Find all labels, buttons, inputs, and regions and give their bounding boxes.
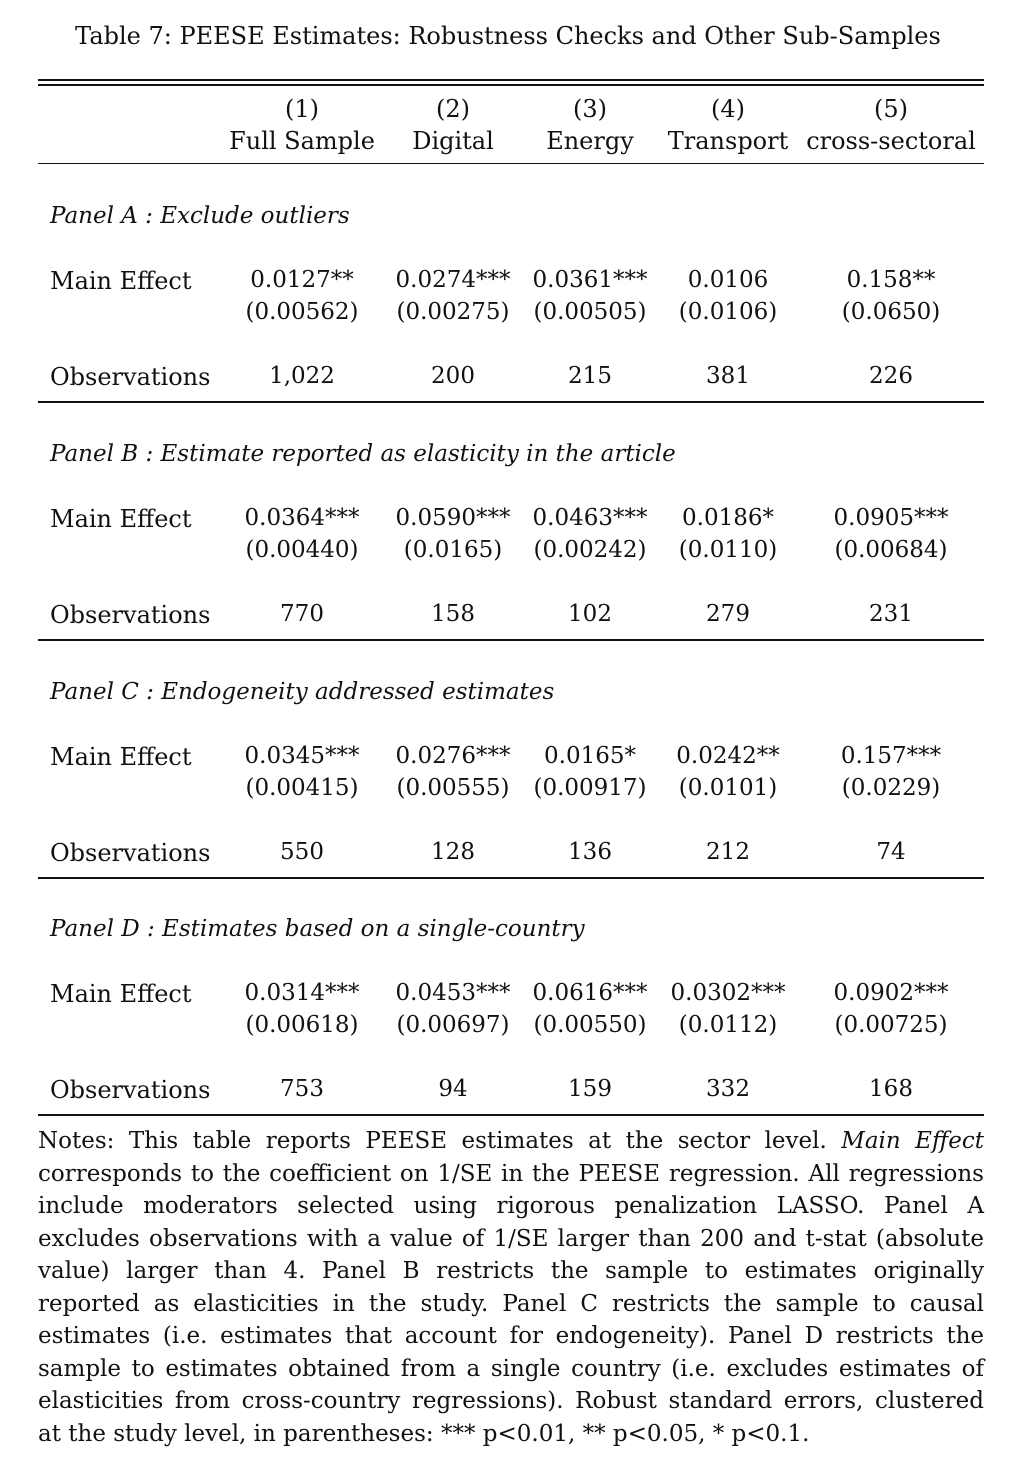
panel-d-main-effect-label: Main Effect [50, 980, 192, 1008]
column-number-5: (5) [874, 95, 908, 123]
panel-b-se-col3: (0.00242) [533, 537, 647, 563]
panel-b-coef-col1: 0.0364*** [244, 505, 360, 531]
panel-c-coef-col4: 0.0242** [676, 743, 780, 769]
panel-a-title: Panel A : Exclude outliers [50, 203, 350, 229]
panel-d-se-col2: (0.00697) [396, 1012, 510, 1038]
panel-c-observations-label: Observations [50, 839, 211, 867]
column-name-4: Transport [667, 127, 789, 155]
header-rule [38, 163, 984, 164]
panel-a-coef-col3: 0.0361*** [532, 267, 648, 293]
panel-d-se-col3: (0.00550) [533, 1012, 647, 1038]
panel-a-coef-col4: 0.0106 [687, 267, 769, 293]
panel-c-obs-col4: 212 [706, 839, 750, 865]
column-number-3: (3) [573, 95, 607, 123]
panel-a-coef-col2: 0.0274*** [395, 267, 511, 293]
panel-d-se-col1: (0.00618) [245, 1012, 359, 1038]
panel-b-coef-col3: 0.0463*** [532, 505, 648, 531]
panel-c-obs-col3: 136 [568, 839, 612, 865]
top-double-rule-1 [38, 79, 984, 81]
panel-d-se-col5: (0.00725) [834, 1012, 948, 1038]
panel-b-obs-col4: 279 [706, 601, 750, 627]
panel-b-coef-col5: 0.0905*** [833, 505, 949, 531]
panel-c-se-col5: (0.0229) [841, 775, 941, 801]
column-name-2: Digital [412, 127, 494, 155]
panel-b-title: Panel B : Estimate reported as elasticity in the article [50, 441, 676, 467]
panel-c-se-col3: (0.00917) [533, 775, 647, 801]
panel-b-se-col1: (0.00440) [245, 537, 359, 563]
panel-a-se-col2: (0.00275) [396, 299, 510, 325]
panel-a-bottom-rule [38, 401, 984, 403]
panel-d-title: Panel D : Estimates based on a single-country [50, 916, 585, 942]
panel-d-coef-col4: 0.0302*** [670, 980, 786, 1006]
panel-c-bottom-rule [38, 877, 984, 879]
panel-c-coef-col2: 0.0276*** [395, 743, 511, 769]
panel-d-obs-col1: 753 [280, 1076, 324, 1102]
panel-b-bottom-rule [38, 639, 984, 641]
panel-d-coef-col2: 0.0453*** [395, 980, 511, 1006]
notes-text-1: Notes: This table reports PEESE estimates at the sector level. [38, 1128, 842, 1154]
column-name-1: Full Sample [229, 127, 375, 155]
panel-d-obs-col5: 168 [869, 1076, 913, 1102]
panel-c-se-col4: (0.0101) [678, 775, 778, 801]
column-number-4: (4) [711, 95, 745, 123]
panel-b-se-col2: (0.0165) [403, 537, 503, 563]
panel-c-obs-col1: 550 [280, 839, 324, 865]
panel-b-se-col4: (0.0110) [678, 537, 778, 563]
panel-a-obs-col3: 215 [568, 363, 612, 389]
notes-text-2: corresponds to the coefficient on 1/SE in the PEESE regression. All regressions include moderators selected using rigorous penalization LASSO. Panel A excludes observations with a value of 1/SE larger than 200 and t-stat (absolute value) larger than 4. Panel B restricts the sample to estimates originally reported as elasticities in the study. Panel C restricts the sample to causal estimates (i.e. estimates that account for endogeneity). Panel D restricts the sample to estimates obtained from a single country (i.e. excludes estimates of elasticities from cross-country regressions). Robust standard errors, clustered at the study level, in parentheses: *** p<0.01, ** p<0.05, * p<0.1. [38, 1160, 984, 1447]
panel-d-coef-col1: 0.0314*** [244, 980, 360, 1006]
panel-a-obs-col5: 226 [869, 363, 913, 389]
panel-a-se-col5: (0.0650) [841, 299, 941, 325]
panel-b-obs-col1: 770 [280, 601, 324, 627]
panel-a-obs-col4: 381 [706, 363, 750, 389]
panel-d-bottom-rule [38, 1114, 984, 1116]
panel-a-observations-label: Observations [50, 363, 211, 391]
panel-b-observations-label: Observations [50, 601, 211, 629]
column-number-1: (1) [285, 95, 319, 123]
panel-a-coef-col1: 0.0127** [250, 267, 354, 293]
top-double-rule-2 [38, 84, 984, 86]
panel-a-se-col1: (0.00562) [245, 299, 359, 325]
column-number-2: (2) [436, 95, 470, 123]
panel-c-se-col1: (0.00415) [245, 775, 359, 801]
panel-a-se-col4: (0.0106) [678, 299, 778, 325]
panel-d-observations-label: Observations [50, 1076, 211, 1104]
panel-c-obs-col5: 74 [876, 839, 906, 865]
column-name-5: cross-sectoral [806, 127, 976, 155]
panel-d-coef-col5: 0.0902*** [833, 980, 949, 1006]
panel-a-coef-col5: 0.158** [846, 267, 936, 293]
panel-d-obs-col4: 332 [706, 1076, 750, 1102]
panel-d-se-col4: (0.0112) [678, 1012, 778, 1038]
column-name-3: Energy [546, 127, 634, 155]
panel-c-coef-col5: 0.157*** [840, 743, 942, 769]
panel-d-obs-col3: 159 [568, 1076, 612, 1102]
panel-d-obs-col2: 94 [438, 1076, 468, 1102]
panel-c-title: Panel C : Endogeneity addressed estimates [50, 679, 555, 705]
panel-a-se-col3: (0.00505) [533, 299, 647, 325]
panel-b-coef-col4: 0.0186* [682, 505, 774, 531]
panel-c-se-col2: (0.00555) [396, 775, 510, 801]
notes-italic-main-effect: Main Effect [841, 1128, 984, 1154]
panel-b-obs-col2: 158 [431, 601, 475, 627]
panel-b-coef-col2: 0.0590*** [395, 505, 511, 531]
panel-b-obs-col5: 231 [869, 601, 913, 627]
table-caption: Table 7: PEESE Estimates: Robustness Checks and Other Sub-Samples [75, 22, 941, 50]
panel-c-main-effect-label: Main Effect [50, 743, 192, 771]
table-notes [38, 1125, 984, 1450]
panel-b-obs-col3: 102 [568, 601, 612, 627]
panel-b-se-col5: (0.00684) [834, 537, 948, 563]
panel-c-coef-col3: 0.0165* [544, 743, 636, 769]
panel-c-coef-col1: 0.0345*** [244, 743, 360, 769]
panel-a-main-effect-label: Main Effect [50, 267, 192, 295]
panel-a-obs-col1: 1,022 [269, 363, 335, 389]
panel-c-obs-col2: 128 [431, 839, 475, 865]
panel-d-coef-col3: 0.0616*** [532, 980, 648, 1006]
panel-b-main-effect-label: Main Effect [50, 505, 192, 533]
panel-a-obs-col2: 200 [431, 363, 475, 389]
